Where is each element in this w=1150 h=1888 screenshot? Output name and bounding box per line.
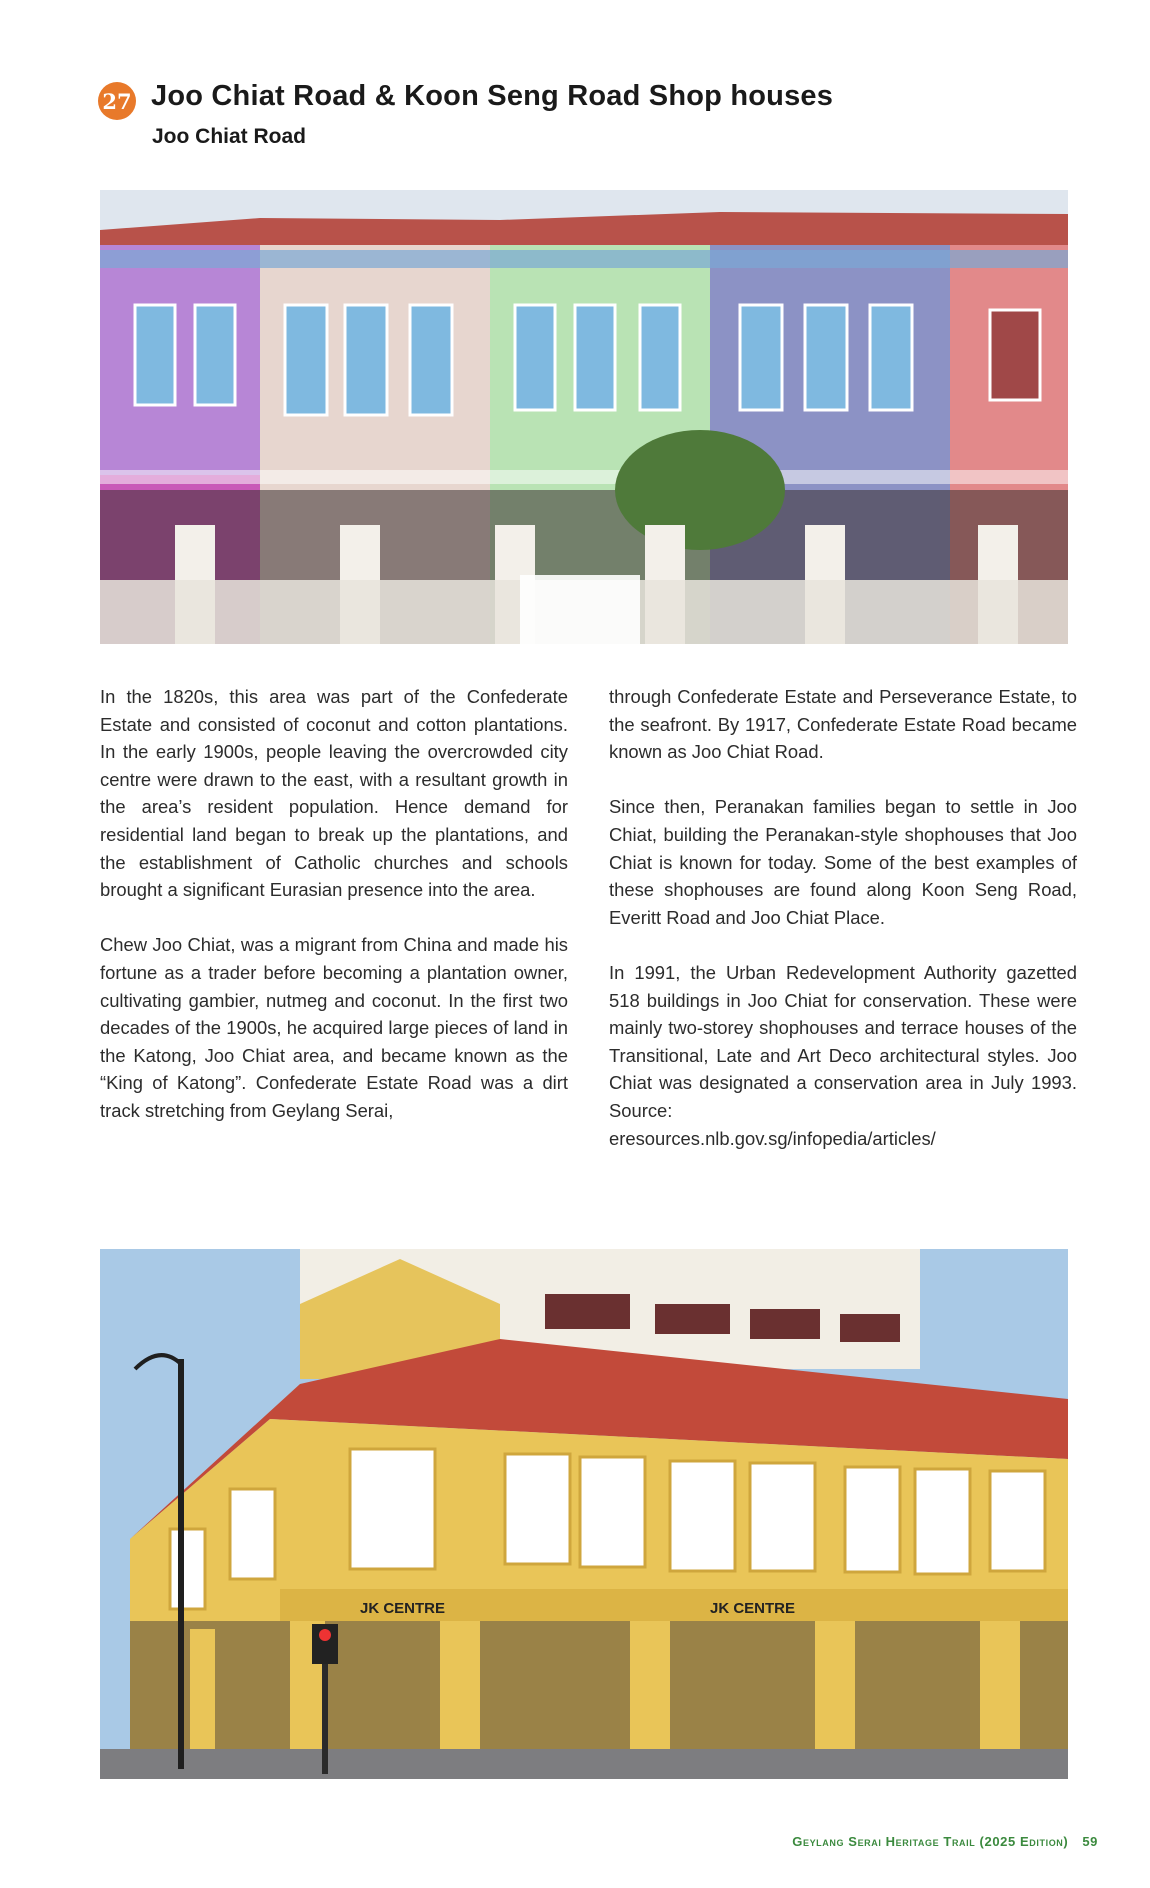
- site-number-badge: [98, 82, 136, 120]
- page-footer: [792, 1834, 1098, 1849]
- site-number: 27: [102, 88, 132, 114]
- paragraph: In the 1820s, this area was part of the Confederate Estate and consisted of coconut and cotton plantations. In the early 1900s, people leaving the overcrowded city centre were drawn to the east, with a resultant growth in the area’s resident population. Hence demand for residential land began to break up the plantations, and the establishment of Catholic churches and schools brought a significant Eurasian presence into the area.: [100, 686, 568, 901]
- shop-sign-left: JK CENTRE: [360, 1600, 446, 1617]
- trail-name: Geylang Serai Heritage Trail (2025 Edition): [792, 1834, 1069, 1849]
- paragraph: through Confederate Estate and Perseverance Estate, to the seafront. By 1917, Confederate Estate Road became known as Joo Chiat Road.: [609, 686, 1077, 763]
- jk-centre-photo: [100, 1249, 1068, 1779]
- source-link: eresources.nlb.gov.sg/infopedia/articles/: [609, 1127, 936, 1149]
- text-column-right: [609, 683, 1077, 1152]
- page-subtitle: Joo Chiat Road: [152, 125, 307, 148]
- shophouses-photo: [100, 190, 1068, 644]
- page-title: Joo Chiat Road & Koon Seng Road Shop houses: [151, 80, 834, 112]
- page-number: 59: [1082, 1834, 1098, 1849]
- paragraph: Since then, Peranakan families began to settle in Joo Chiat, building the Peranakan-style shophouses that Joo Chiat is known for today. Some of the best examples of these shophouses are found along Koon Seng Road, Everitt Road and Joo Chiat Place.: [609, 796, 1077, 928]
- paragraph: Chew Joo Chiat, was a migrant from China and made his fortune as a trader before becoming a plantation owner, cultivating gambier, nutmeg and coconut. In the first two decades of the 1900s, he acquired large pieces of land in the Katong, Joo Chiat area, and became known as the “King of Katong”. Confederate Estate Road was a dirt track stretching from Geylang Serai,: [100, 934, 568, 1121]
- text-column-left: [100, 683, 568, 1125]
- shop-sign-right: JK CENTRE: [710, 1600, 796, 1617]
- paragraph: In 1991, the Urban Redevelopment Authority gazetted 518 buildings in Joo Chiat for conservation. These were mainly two-storey shophouses and terrace houses of the Transitional, Late and Art Deco architectural styles. Joo Chiat was designated a conservation area in July 1993. Source:: [609, 961, 1077, 1121]
